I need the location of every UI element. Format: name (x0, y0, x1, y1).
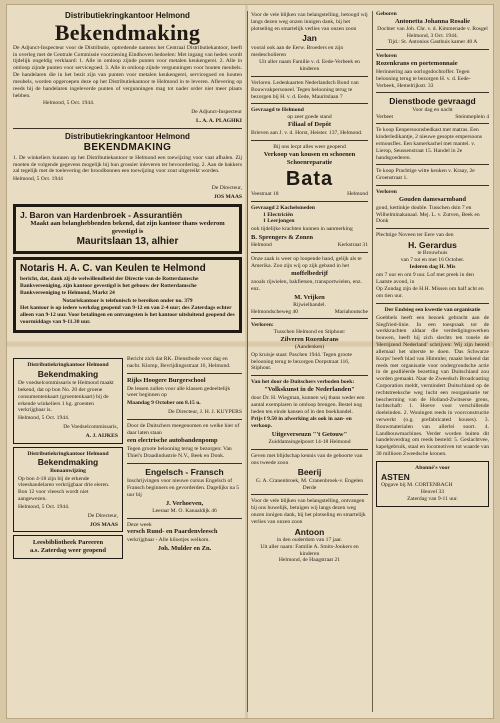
ad-address (251, 242, 368, 249)
notice-body: De voedselcommissaris te Helmond maakt bekend, dat op bon No. 20 der groene consumentenkaart (groentenkaart) bij de erkende winkeliers 1 kg. groenten verkrijgbaar is. (18, 380, 114, 414)
ad-address-street: Veestraat 18 (251, 190, 279, 197)
notice-title: Bekendmaking (37, 457, 99, 468)
notice-parents: G. A. Cranenbroek, M. Cranenbroek-v. Engelen (255, 477, 364, 484)
divider (127, 419, 242, 420)
article-body: Goebbels heeft een bezoek gebracht aan de Siegfried-linie. In een toespraak tot de werkkrachten aldaar die verdedigingswerken bouwen, heeft hij zich slechts ten tonele de 'Herrijzend Nederland' schrijven: Wij zijn bereid allemaal het uiterste te doen. 'Das Schwarze Korps' heeft blad van Himmler, maakt bekend dat reeds met organisatie voor ondergrondsche actie in de gealliëerde bezetting van Duitschland zou worden gemaakt. Naar de Zweedsch Broadcasting Corporation meldt, vermindert Duitschland op de rechtstreeksche weg lucht een reorganisatie ter bescherming van de Holland-Zwitserse grens, luchtschaft: 1. Hoeve voor verschillende doeleinden. 2. Woningen reeds in voorconstructie verwerkt (o.g. prefabricated houses). 3. Bouwmaterialen van allerlei soort. 4. Landbouwmachines. Verder worden buiten dit handelsverdrag om reeds besteld: 5. Geslachtvee, kapelgebruik, staal en locomotiven tot waarde van 30 millioen Zweedsche kronen. (376, 314, 489, 458)
ad-address (251, 309, 368, 316)
ad-leesbibliotheek (13, 535, 123, 559)
notice-name: Antonetta Johanna Rosalie (394, 17, 471, 25)
divider (376, 49, 489, 50)
article-headline: Der Endsieg een kwestie van organisatie (384, 307, 481, 314)
divider (376, 92, 489, 93)
divider (251, 449, 368, 450)
ad-body: Tusschen Helmond en Stiphout: (273, 329, 346, 336)
ad-body: goud, kettinkje double. Tusschen dsin 7 en Wilhelminakanaal. Mej. L. v. Zutven, Beek en Donk (376, 204, 480, 225)
ad-body: Herinnering aan oorlogsdochtoffer. Tegen belooning terug te bezorgen H. v. d. Eede-Verbeek, Hemelrijkstr. 33 (376, 68, 471, 89)
subcolumn-a (13, 355, 123, 705)
notice-org: Distributiekringkantoor Helmond (65, 11, 190, 20)
notice-body: De Adjunct-Inspecteur voor de Distributie, optredende namens het Centraal Distributiekantoor, heeft in overleg met de Centrale Commissie voorziening Eindhoven bedoelen: Met ingang van heden wordt tijdelijk ongeldig verklaard: 1. Alle in omloop zijnde punten voor metalen keukengerei. 2. Alle in omloop zijnde punten voor servicegoed. 3. Alle in omloop zijnde vergunningen voor houten meubels. De handelaren die in het bezit zijn van punten voor metalen keukengerei, servicegoed en houten meubels, worden opgeroepen deze op het Distributiekantoor te Helmond in te leveren. Aflevering op reeds bij de handelaren ingeleverde punten of vergunningen mag tot nader order niet meer plaats hebben. (13, 44, 242, 99)
ad-address-city: Helmond (251, 241, 272, 248)
lower-left-grid (13, 355, 242, 705)
ad-title: moffelbedrijf (291, 270, 328, 278)
ad-pretitle: Van het door de Duitschers verboden boek: (251, 379, 355, 386)
notice-sig-title: De Directeur, (211, 184, 242, 191)
notice-sig-name: JOS MAAS (89, 521, 118, 528)
notice-date: Helmond, 5 Oct. 1944. (18, 503, 70, 510)
divider (13, 128, 242, 129)
notice-sig-title: De Directeur, (87, 512, 118, 519)
ad-subtitle: Rijwielhandel. (293, 301, 326, 308)
ad-title: versch Rund- en Paardenvleesch (127, 528, 218, 536)
ad-hours: Het kantoor is op iedere werkdag geopend van 9-12 en van 2-4 uur; des Zaterdags echter alleen van 9-12 uur. Voor betalingen en ontvangsten is het kantoor uitsluitend geopend des voormiddags van 9-11.30 uur. (20, 305, 235, 326)
ad-body: Onze zaak is weer op loopende hand, gelijk als te Amerika. Zoo zijn wij op zijk geband in het (251, 255, 362, 269)
ad-filiaal (251, 107, 368, 136)
notice-body: Dochter van Joh. Chr. v. d. Kimmenade v. Rosgel (377, 25, 488, 32)
ad-tel: Notariskantoor is telefonisch te bereiken onder no. 379 (62, 297, 193, 304)
notice-dankbetuiging-antoon (251, 498, 368, 564)
ad-title: Engelsch - Fransch (145, 466, 224, 477)
ad-vleesch (127, 522, 242, 553)
ad-engelsch (127, 467, 242, 515)
ad-subtitle: a.s. Zaterdag weer geopend (30, 547, 106, 555)
divider (251, 318, 368, 319)
ad-body: Door de Duitschers meegenomen en welke hier of daar laten staan (127, 422, 240, 436)
ad-rozenkrans (251, 322, 368, 372)
ad-line: Op Zondag zijn de H.H. Missen om half acht en om tien uur. (376, 286, 484, 300)
notice-bekendmaking-2 (13, 132, 242, 201)
ad-body: Brieven aan J. v. d. Horst, Heister. 137, Helmond. (251, 130, 363, 137)
ad-name: Joh. Mulder en Zn. (157, 545, 212, 553)
ad-body: Maakt aan belanghebbenden bekend, dat zijn kantoor thans wederom gevestigd is (30, 219, 225, 235)
ad-body: Opgave bij M. CORTENBACH (381, 482, 453, 489)
article-endsieg (376, 307, 489, 458)
notice-groenten (13, 358, 123, 444)
ad-title: Verloren: (251, 322, 274, 329)
notice-org: Distributiekringkantoor Helmond (65, 131, 190, 141)
ad-noveen (376, 232, 489, 300)
ad-body2: Op kruisje staat: Paschen 1944. Tegen groote belooning terug te bezorgen Dorpstraat 116, Stiphout. (251, 351, 352, 372)
ad-body: verkrijgbaar - Alle kilootjes welkom. (127, 537, 210, 544)
ad-body: Voor dag en nacht (412, 106, 453, 113)
notice-sig-title: De Adjunct-Inspecteur (191, 109, 242, 116)
divider (127, 518, 242, 519)
ad-name: Filiaal of Depôt (288, 121, 331, 129)
ad-pretitle: Bij ons lecpt alles weer geopend (273, 143, 346, 150)
notice-sig: Uit aller naam Familie v. d. Eede-Verbeek en kinderen (259, 59, 360, 73)
ad-item: 1 Leerjongen (263, 218, 295, 225)
ad-address: Mauritslaan 13, alhier (76, 235, 179, 247)
divider (251, 140, 368, 141)
divider (376, 303, 489, 304)
ad-title: Verloren (376, 53, 397, 60)
notice-sig-title: De Voedselcommissaris, (63, 424, 118, 431)
divider (251, 201, 368, 202)
ad-subtitle: Schoenreparatie (286, 158, 333, 166)
ad-bata (251, 144, 368, 198)
divider (251, 103, 368, 104)
ad-title: Notaris H. A. C. van Keulen te Helmond (20, 262, 206, 274)
notice-org: Distributiekringkantoor Helmond (27, 362, 109, 368)
ad-dienstbode: Bericht zich dat RK. Dienstbode voor dag en nacht. Klomp, Bevrijdingsstraat 16, Helmond. (127, 356, 231, 369)
ad-body: Inschrijvingen voor nieuwe cursus Engelsch of Fransch beginners en gevorderden. Dagelijks na 5 uur bij (127, 478, 239, 498)
ad-title: Abonné's voor (415, 464, 450, 471)
divider (251, 375, 368, 376)
bata-logo: Bata (285, 167, 334, 190)
notice-org: Distributiekringkantoor Helmond (27, 450, 109, 457)
column-left (13, 11, 242, 712)
notice-name: Antoon (294, 526, 325, 537)
divider (376, 164, 489, 165)
ad-line: Iederen dag H. Mis (409, 263, 456, 270)
notice-body: Voor de vele blijken van belangstelling, betoogd wij langs dezen weg onzen innigen dank, bij het plotseling en smartelijk verlies van onzen zoon (251, 12, 368, 32)
ad-volkskunst (251, 379, 368, 446)
ad-address: Heuvel 33 (420, 488, 445, 495)
column-right (372, 11, 489, 712)
notice-body: 1. De winkeliers kunnen op het Distributiekantoor te Helmond een toewijzing voor vaat afhalen. Zij moeten de volgende gegevens mogelijk bij hun grossier inleveren ter bevoordering. 2. Aan de bakkers zal tegelijk met de toelevering der broodbonnen een toewijzing voor zout uitgereikt worden. (13, 154, 242, 175)
notice-body: Op bon 4-18 zijn bij de erkende vleeshandelaren verkrijgbaar drie eieren. Bon 12 voor vleesch wordt niet aangewezen. (18, 475, 110, 503)
ad-title: "Volkskunst in de Nederlanden" (264, 386, 355, 394)
ad-pretitle: Deze week (127, 521, 152, 528)
ad-armband (376, 189, 489, 225)
ad-title: J. Baron van Hardenbroek - Assurantiën (20, 209, 183, 220)
ad-body2: zooals rijwielen, bakfietsen, transportwielen, enz. enz. (251, 279, 362, 293)
ad-name: Zilveren Rozenkrans (280, 336, 339, 344)
newspaper-page (6, 4, 494, 719)
divider (127, 373, 242, 374)
divider (251, 76, 368, 77)
ad-address (251, 191, 368, 198)
ad-address (376, 114, 489, 121)
ad-subtitle: (Aandenken) (294, 343, 325, 350)
ad-address-city: Helmond (347, 190, 368, 197)
ad-name: B. Sprengers & Zonen (251, 233, 313, 241)
notice-body2: vooral ook aan de Eerw. Broeders en zijn medescholieren (251, 44, 344, 58)
ad-address-street: Steinmeplein 4 (455, 113, 489, 120)
ad-line: om 7 uur en om 9 uur. Lof met preek in den Laatste avond, in (376, 271, 474, 285)
notice-name: Jan (302, 33, 317, 44)
notice-title: Geboren (376, 11, 397, 17)
notice-title: Bekendmaking (37, 368, 99, 379)
notice-geboorte-beerij (251, 453, 368, 492)
ad-te-koop-keuken: Te koop Prachtige witte keuken v. Kraay, 2e Groenstraat 1. (376, 168, 475, 182)
ad-name: ASTEN (381, 471, 410, 482)
ad-body2: Tegen groote belooning terug te bezorgen: Van Thiel's Draadindustrie N.V., Beek en Donk. (127, 446, 232, 460)
ad-te-koop-bedkast: Te koop Eenpersoonsbedkast met matras. Een kinderledikantje, 2 nieuwe gesopte empersoons ermousfles. Een kamerkachel met mantel. v. Lierop, Seussenstraat 15. Handel in 2e handsgoederen. (376, 127, 483, 161)
ad-body: bericht, dat, dank zij de welwillendheid der Directie van de Rotterdamsche Bankvereeniging, zijn kantoor gevestigd is het gebouw der Rotterdamsche Bankvereeniging te Helmond, Markt 24 (20, 276, 199, 296)
notice-body: Geven met blijdschap kennis van de geboorte van ons tweede zoon (251, 452, 363, 466)
ad-baron (13, 204, 242, 254)
ad-verloren-portemonnaie (376, 53, 489, 89)
ad-publisher: Uitgeverseuzn "'t Getouw" (271, 431, 348, 438)
ad-time: Zaterdag van 9-11 uur. (407, 495, 458, 502)
notice-sig-name: L. A. A. PLAGHKI (195, 117, 242, 124)
notice-date: Helmond, 5 Oct. 1944. (18, 415, 70, 422)
ad-address-street: Helmondscheweg 40 (251, 308, 299, 315)
divider (251, 252, 368, 253)
notice-sig-name: JOS MAAS (213, 193, 242, 200)
ad-asten (376, 461, 489, 507)
notice-date: Helmond, 5 Oct. 1944 (13, 176, 63, 183)
notice-dankbetuiging-jan (251, 12, 368, 73)
ad-subtitle: op zeer goede stand (287, 114, 332, 121)
notice-address: Helmond, de Haagstraat 21 (278, 557, 341, 564)
ad-title: Leesbibliotheek Pareeren (32, 539, 104, 547)
notice-title: BEKENDMAKING (83, 141, 172, 153)
ad-title: Verloren (376, 189, 397, 196)
ad-notaris (13, 257, 242, 333)
ad-hbs (127, 377, 242, 416)
ad-name: Gouden damesarmband (399, 195, 466, 203)
notice-geboren (376, 11, 489, 46)
ad-item: 1 Electriciën (263, 211, 293, 218)
notice-place: Derde (302, 484, 317, 491)
ad-body: Plechtige Noveen ter Eere van den (376, 232, 454, 239)
ad-body: door Dr. H. Wiegman, kunnen wij thans weder een aantal exemplaren in omloop brengen. Bestel nog heden ten einde kansen of in den boekhandel. (251, 394, 365, 415)
ad-vrijken (251, 256, 368, 316)
ad-subtitle: te Brouwhuis (417, 250, 448, 257)
divider (376, 123, 489, 124)
ad-dienstbode-gevraagd (376, 96, 489, 120)
ad-sig: De Directeur, J. H. J. KUYPERS (168, 408, 242, 415)
ad-title: Verkoop van kousen en schoenen (263, 150, 356, 158)
subcolumn-b (127, 355, 242, 705)
ad-title: Rijks Hoogere Burgerschool (127, 376, 206, 384)
ad-pomp (127, 423, 242, 460)
notice-sig: Uit aller naam: Familie A. Smits-Jonkers en kinderen (260, 543, 359, 557)
notice-body: Voor de vele blijken van belangstelling, ontvangen bij ons huwelijk, betuigen wij langs dezen weg onzen innigen dank, bij het plotseling en smartelijk verlies van onzen zoon (251, 498, 366, 525)
ad-name: H. Gerardus (408, 240, 457, 250)
notice-name: Beerij (297, 467, 322, 478)
ad-verloren-ledenkaarten: Verloren. Ledenkaarten Nederlandsch Bond van Bouwvakpersoneel. Tegen belooning terug te bezorgen bij H. v. d. Eede, Mauritslaan 7 (251, 80, 359, 100)
ad-name: J. Verhoeven, (165, 499, 204, 507)
notice-sig-name: A. J. AIJKES (85, 432, 118, 439)
ad-address: Zuiddamsingelpoort 14-18 Helmond (268, 438, 351, 445)
ad-title: Gevraagd te Helmond (251, 107, 304, 114)
ad-address-name: Verbeet (376, 113, 394, 120)
notice-date: Helmond, 3 Oct. 1944. (406, 32, 459, 39)
notice-eieren (13, 447, 123, 533)
notice-subtitle: Tijd.: St. Antonius Gasthuis kamer 40 A (387, 39, 478, 46)
notice-subtitle: Bonaanwijzing (50, 467, 86, 474)
ad-title: Gevraagd 2 Kachelsmeden (251, 204, 316, 211)
ad-price: Prijs f 9.50 in afwerking als ook in aan- en verkoop. (251, 416, 352, 430)
divider (127, 463, 242, 464)
notice-date: Helmond, 5 Oct. 1944. (43, 100, 95, 107)
notice-bekendmaking-1 (13, 11, 242, 125)
ad-name: Rozenkrans en portemonnaie (376, 59, 458, 67)
ad-address-city: Mariahoutsche (334, 308, 368, 315)
ad-address: Leeraar M. O. Kanaaldijk 46 (152, 507, 217, 514)
ad-when: Maandag 9 October om 8.15 u. (127, 400, 201, 407)
ad-body: ook tijdelijke krachten kunnen in aanmerking (251, 226, 353, 233)
ad-address-street: Kerkstraat 31 (337, 241, 368, 248)
ad-dates: van 7 tot en met 16 October. (400, 257, 465, 264)
ad-title: Dienstbode gevraagd (389, 96, 476, 107)
notice-title: Bekendmaking (54, 19, 201, 45)
divider (376, 185, 489, 186)
ad-body: De lessen zullen voor alle klassen gedeeltelijk weer beginnen op (127, 385, 231, 399)
divider (251, 494, 368, 495)
divider (376, 228, 489, 229)
ad-sprengers (251, 205, 368, 249)
ad-title: een electrische autobandenpomp (127, 437, 218, 445)
column-middle (247, 11, 368, 712)
notice-body2: in den ouderdom van 17 jaar. (276, 536, 343, 543)
ad-name: M. Vrijken (294, 293, 325, 301)
